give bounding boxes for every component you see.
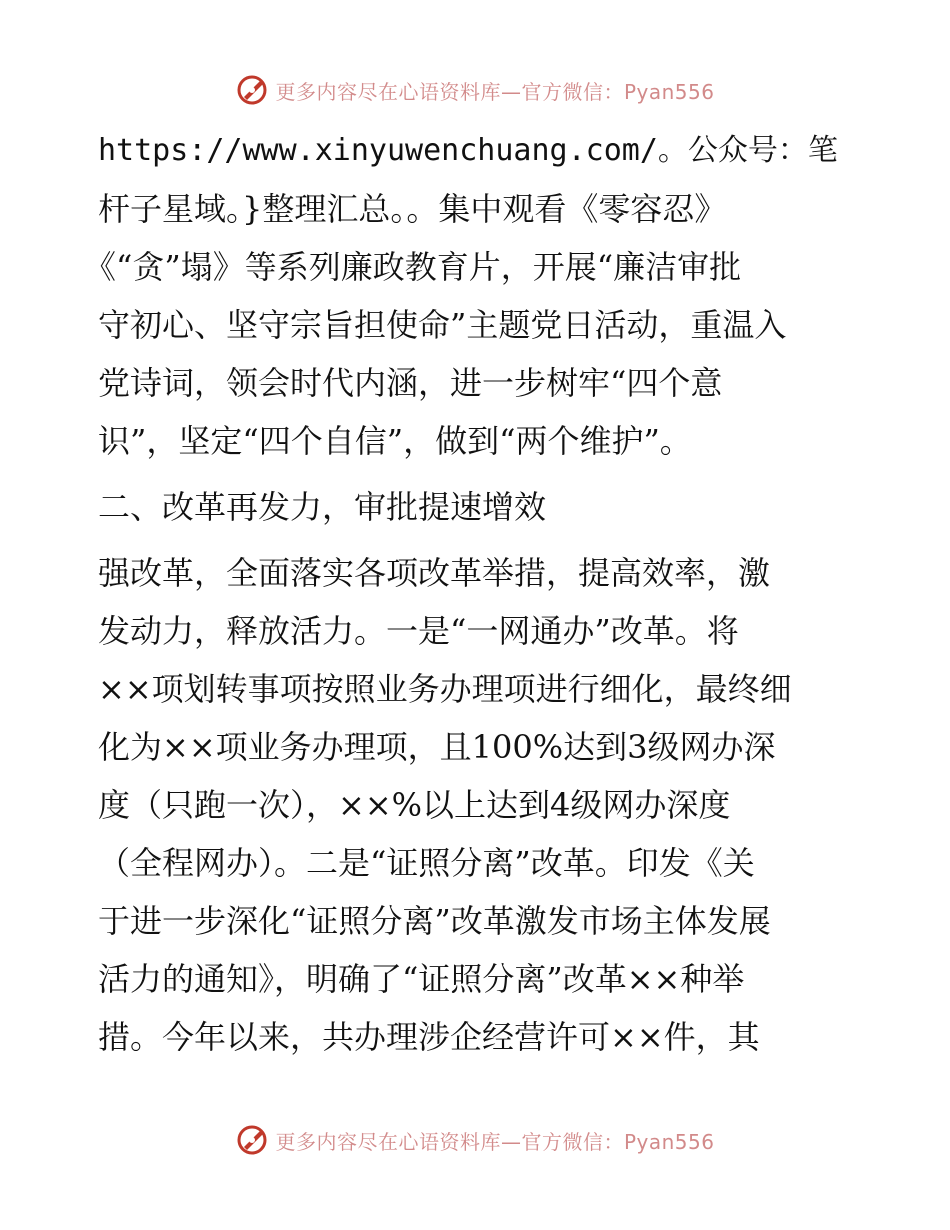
para-line-6: （全程网办）。二是“证照分离”改革。印发《关: [98, 844, 755, 882]
seal-pen-logo-icon: [235, 73, 269, 107]
para-line-4: 化为××项业务办理项，且100%达到3级网办深: [98, 728, 776, 766]
para-line-5: 度（只跑一次），××%以上达到4级网办深度: [98, 786, 731, 824]
footer-banner-inner: [235, 1123, 714, 1157]
para-line-7: 于进一步深化“证照分离”改革激发市场主体发展: [98, 902, 771, 940]
body-line-4: 守初心、坚守宗旨担使命”主题党日活动，重温入: [98, 306, 787, 344]
body-line-1: https://www.xinyuwenchuang.com/。公众号：笔: [98, 133, 838, 168]
header-banner-text: 更多内容尽在心语资料库—官方微信：Pyan556: [275, 79, 715, 104]
para-line-8: 活力的通知》，明确了“证照分离”改革××种举: [98, 960, 745, 998]
document-body: [84, 122, 858, 1066]
body-line-6: 识”，坚定“四个自信”，做到“两个维护”。: [98, 422, 692, 460]
body-line-3: 《“贪”塌》等系列廉政教育片，开展“廉洁审批: [84, 248, 742, 286]
para-line-3: ××项划转事项按照业务办理项进行细化，最终细: [98, 670, 792, 708]
body-line-5: 党诗词，领会时代内涵，进一步树牢“四个意: [98, 364, 723, 402]
header-banner-inner: [235, 73, 714, 107]
footer-banner-text: 更多内容尽在心语资料库—官方微信：Pyan556: [275, 1129, 715, 1154]
para-line-2: 发动力，释放活力。一是“一网通办”改革。将: [98, 612, 739, 650]
header-banner: [0, 70, 950, 110]
footer-banner: [0, 1120, 950, 1160]
para-line-9: 措。今年以来，共办理涉企经营许可××件，其: [98, 1018, 760, 1056]
section-heading: 二、改革再发力，审批提速增效: [98, 488, 547, 526]
para-line-1: 强改革，全面落实各项改革举措，提高效率，激: [98, 554, 771, 592]
seal-pen-logo-icon: [235, 1123, 269, 1157]
body-line-2: 杆子星域。}整理汇总。。集中观看《零容忍》: [98, 190, 727, 228]
